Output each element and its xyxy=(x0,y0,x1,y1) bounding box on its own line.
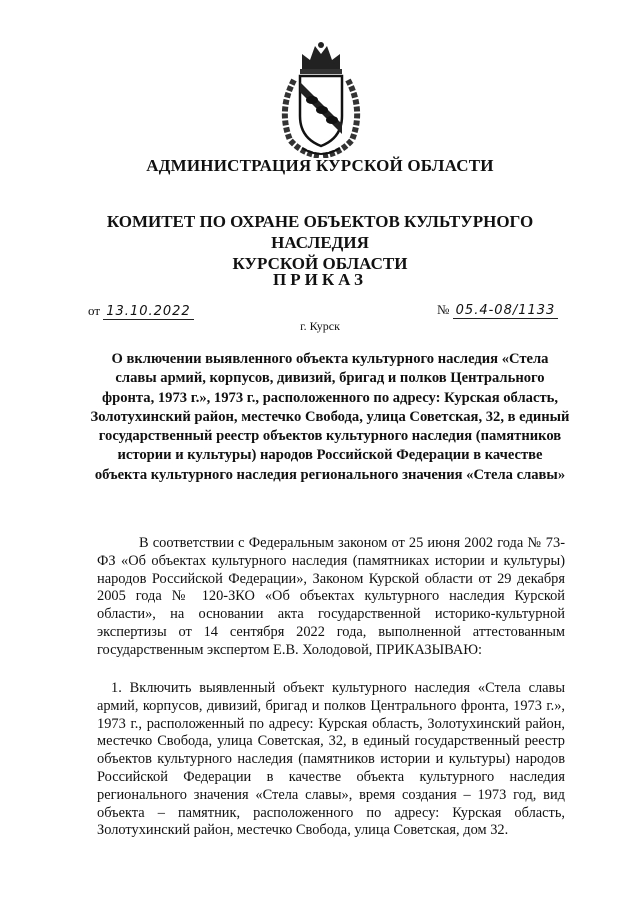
committee-title xyxy=(60,211,580,274)
number-prefix: № xyxy=(437,302,450,317)
order-title: ПРИКАЗ xyxy=(273,270,367,289)
date-prefix: от xyxy=(88,303,101,318)
city: г. Курск xyxy=(300,319,340,333)
order-subject: О включении выявленного объекта культурного наследия «Стела славы армий, корпусов, дивизий, бригад и полков Центрального фронта, 1973 г.», 1973 г., расположенного по адресу: Курская область, Золотухинский район, местечко Свобода, улица Советская, 32, в единый государственный реестр объектов культурного наследия (памятников истории и культуры) народов Российской Федерации в качестве объекта культурного наследия регионального значения «Стела славы» xyxy=(90,351,570,483)
date-value: 13.10.2022 xyxy=(103,304,193,320)
administration-title: АДМИНИСТРАЦИЯ КУРСКОЙ ОБЛАСТИ xyxy=(146,156,494,175)
body-paragraph-1: В соответствии с Федеральным законом от 25 июня 2002 года № 73-ФЗ «Об объектах культурного наследия (памятниках истории и культуры) народов Российской Федерации», Законом Курской области от 29 декабря 2005 года № 120-ЗКО «Об объектах культурного наследия Курской области», на основании акта государственной историко-культурной экспертизы от 14 сентября 2022 года, выполненной аттестованным государственным экспертом Е.В. Холодовой, ПРИКАЗЫВАЮ: xyxy=(97,535,565,658)
number-value: 05.4-08/1133 xyxy=(453,303,559,319)
order-date xyxy=(88,303,194,319)
body-paragraph-2: 1. Включить выявленный объект культурного наследия «Стела славы армий, корпусов, дивизий, бригад и полков Центрального фронта, 1973 г.», 1973 г., расположенный по адресу: Курская область, Золотухинский район, местечко Свобода, улица Советская, 32, в единый государственный реестр объектов культурного наследия (памятников истории и культуры) народов Российской Федерации в качестве объекта культурного наследия регионального значения «Стела славы», время создания – 1973 год, вид объекта – памятник, расположенного по адресу: Курская область, Золотухинский район, местечко Свобода, улица Советская, дом 32. xyxy=(97,680,565,839)
committee-title-line2: КУРСКОЙ ОБЛАСТИ xyxy=(232,254,408,273)
order-number xyxy=(437,302,558,318)
committee-title-line1: КОМИТЕТ ПО ОХРАНЕ ОБЪЕКТОВ КУЛЬТУРНОГО НАСЛЕДИЯ xyxy=(106,212,534,252)
kursk-coat-of-arms-icon xyxy=(272,40,370,158)
